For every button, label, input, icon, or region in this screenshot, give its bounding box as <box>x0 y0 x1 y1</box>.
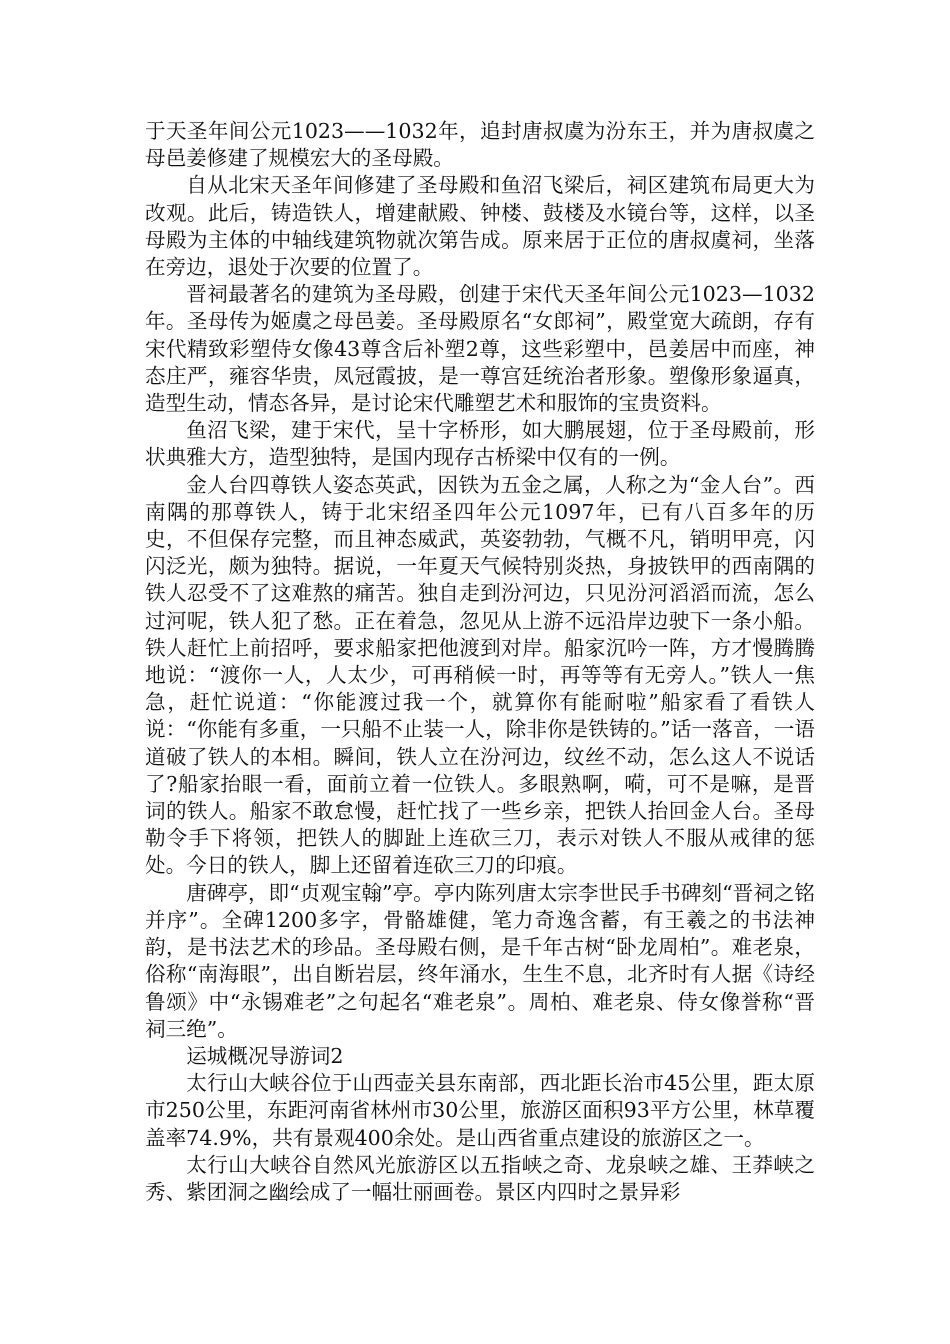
section-heading: 运城概况导游词2 <box>186 1043 344 1068</box>
paragraph-taihang-intro: 太行山大峡谷位于山西壶关县东南部，西北距长治市45公里，距太原市250公里，东距河南省林州市30公里，旅游区面积93平方公里，林草覆盖率74.9%，共有景观400余处。是山西省重点建设的旅游区之一。 <box>145 1071 815 1150</box>
paragraph-tangbeiting: 唐碑亭，即“贞观宝翰”亭。亭内陈列唐太宗李世民手书碑刻“晋祠之铭并序”。全碑1200多字，骨骼雄健，笔力奇逸含蓄，有王羲之的书法神韵，是书法艺术的珍品。圣母殿右侧，是千年古树“卧龙周柏”。难老泉，俗称“南海眼”，出自断岩层，终年涌水，生生不息，北齐时有人据《诗经鲁颂》中“永锡难老”之句起名“难老泉”。周柏、难老泉、侍女像誉称“晋祠三绝”。 <box>145 880 815 1041</box>
document-page <box>145 118 815 1206</box>
paragraph-taihang-scenery: 太行山大峡谷自然风光旅游区以五指峡之奇、龙泉峡之雄、王莽峡之秀、紫团洞之幽绘成了一幅壮丽画卷。景区内四时之景异彩 <box>145 1152 815 1204</box>
paragraph-yuzhaofeiliang: 鱼沼飞梁，建于宋代，呈十字桥形，如大鹏展翅，位于圣母殿前，形状典雅大方，造型独特，是国内现存古桥梁中仅有的一例。 <box>145 418 815 470</box>
paragraph-zhongzhouxian: 自从北宋天圣年间修建了圣母殿和鱼沼飞梁后，祠区建筑布局更大为改观。此后，铸造铁人，增建献殿、钟楼、鼓楼及水镜台等，这样，以圣母殿为主体的中轴线建筑物就次第告成。原来居于正位的唐叔虞祠，坐落在旁边，退处于次要的位置了。 <box>145 173 815 280</box>
paragraph-continuation: 于天圣年间公元1023——1032年，追封唐叔虞为汾东王，并为唐叔虞之母邑姜修建了规模宏大的圣母殿。 <box>145 119 815 171</box>
paragraph-jinrentai: 金人台四尊铁人姿态英武，因铁为五金之属，人称之为“金人台”。西南隅的那尊铁人，铸于北宋绍圣四年公元1097年，已有八百多年的历史，不但保存完整，而且神态威武，英姿勃勃，气概不凡，销明甲亮，闪闪泛光，颇为独特。据说，一年夏天气候特别炎热，身披铁甲的西南隅的铁人忍受不了这难熬的痛苦。独自走到汾河边，只见汾河滔滔而流，怎么过河呢，铁人犯了愁。正在着急，忽见从上游不远沿岸边驶下一条小船。铁人赶忙上前招呼，要求船家把他渡到对岸。船家沉吟一阵，方才慢腾腾地说：“渡你一人，人太少，可再稍候一时，再等等有无旁人。”铁人一焦急，赶忙说道：“你能渡过我一个，就算你有能耐啦”船家看了看铁人说：“你能有多重，一只船不止装一人，除非你是铁铸的。”话一落音，一语道破了铁人的本相。瞬间，铁人立在汾河边，纹丝不动，怎么这人不说话了?船家抬眼一看，面前立着一位铁人。多眼熟啊，嗬，可不是嘛，是晋词的铁人。船家不敢怠慢，赶忙找了一些乡亲，把铁人抬回金人台。圣母勒令手下将领，把铁人的脚趾上连砍三刀，表示对铁人不服从戒律的惩处。今日的铁人，脚上还留着连砍三刀的印痕。 <box>145 472 815 878</box>
paragraph-shengmudian: 晋祠最著名的建筑为圣母殿，创建于宋代天圣年间公元1023—1032年。圣母传为姬虞之母邑姜。圣母殿原名“女郎祠”，殿堂宽大疏朗，存有宋代精致彩塑侍女像43尊含后补塑2尊，这些彩塑中，邑姜居中而座，神态庄严，雍容华贵，凤冠霞披，是一尊宫廷统治者形象。塑像形象逼真，造型生动，情态各异，是讨论宋代雕塑艺术和服饰的宝贵资料。 <box>145 282 815 416</box>
